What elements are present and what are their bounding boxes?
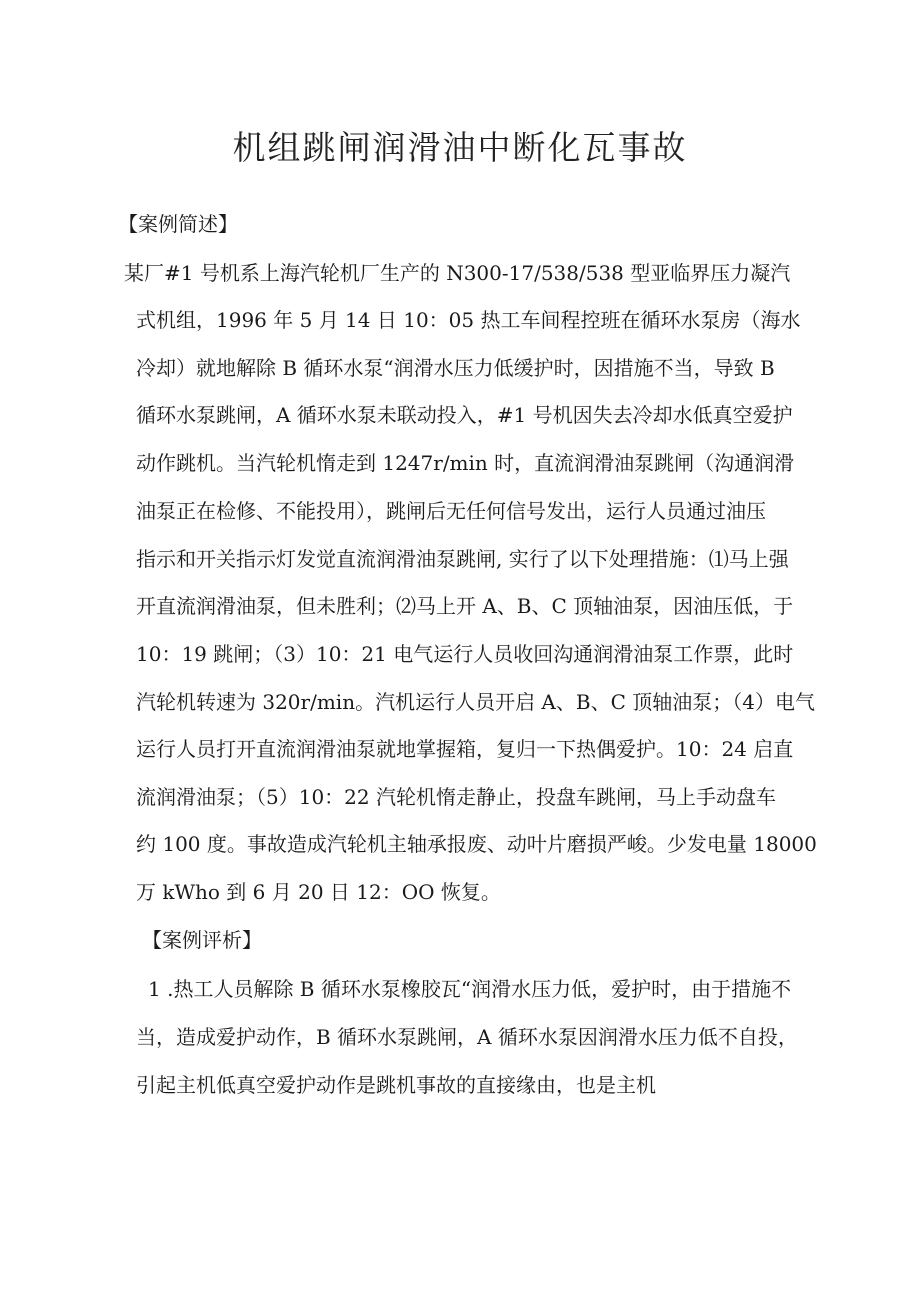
paragraph-line: 当，造成爱护动作，B 循环水泵跳闸，A 循环水泵因润滑水压力低不自投， <box>136 1025 798 1049</box>
paragraph-line: 动作跳机。当汽轮机惰走到 1247r/min 时，直流润滑油泵跳闸（沟通润滑 <box>136 451 795 475</box>
paragraph-line: 开直流润滑油泵，但未胜利；⑵马上开 A、B、C 顶轴油泵，因油压低，于 <box>136 594 794 618</box>
paragraph-line: 约 100 度。事故造成汽轮机主轴承报废、动叶片磨损严峻。少发电量 18000 <box>136 832 817 856</box>
paragraph-line: 式机组，1996 年 5 月 14 日 10：05 热工车间程控班在循环水泵房（海水 <box>136 308 801 332</box>
section-heading-case-summary: 【案例简述】 <box>118 212 238 236</box>
paragraph-line: 万 kWho 到 6 月 20 日 12：OO 恢复。 <box>136 880 501 904</box>
paragraph-line: 1 .热工人员解除 B 循环水泵橡胶瓦“润滑水压力低，爱护时，由于措施不 <box>148 977 792 1001</box>
paragraph-line: 油泵正在检修、不能投用），跳闸后无任何信号发出，运行人员通过油压 <box>136 499 766 523</box>
paragraph-line: 冷却）就地解除 B 循环水泵“润滑水压力低缓护时，因措施不当，导致 B <box>136 356 775 380</box>
paragraph-line: 引起主机低真空爱护动作是跳机事故的直接缘由，也是主机 <box>136 1073 656 1097</box>
section-heading-case-analysis: 【案例评析】 <box>142 928 262 952</box>
document-title: 机组跳闸润滑油中断化瓦事故 <box>232 128 688 167</box>
paragraph-line: 循环水泵跳闸，A 循环水泵未联动投入，#1 号机因失去冷却水低真空爱护 <box>136 403 793 427</box>
paragraph-line: 10：19 跳闸；（3）10：21 电气运行人员收回沟通润滑油泵工作票，此时 <box>136 642 794 666</box>
paragraph-line: 运行人员打开直流润滑油泵就地掌握箱，复归一下热偶爱护。10：24 启直 <box>136 737 794 761</box>
paragraph-line: 某厂#1 号机系上海汽轮机厂生产的 N300-17/538/538 型亚临界压力凝汽 <box>124 261 791 285</box>
paragraph-line: 指示和开关指示灯发觉直流润滑油泵跳闸, 实行了以下处理措施：⑴马上强 <box>136 547 789 571</box>
paragraph-line: 流润滑油泵；（5）10：22 汽轮机惰走静止，投盘车跳闸，马上手动盘车 <box>136 785 776 809</box>
paragraph-line: 汽轮机转速为 320r/min。汽机运行人员开启 A、B、C 顶轴油泵；（4）电气 <box>136 690 815 714</box>
